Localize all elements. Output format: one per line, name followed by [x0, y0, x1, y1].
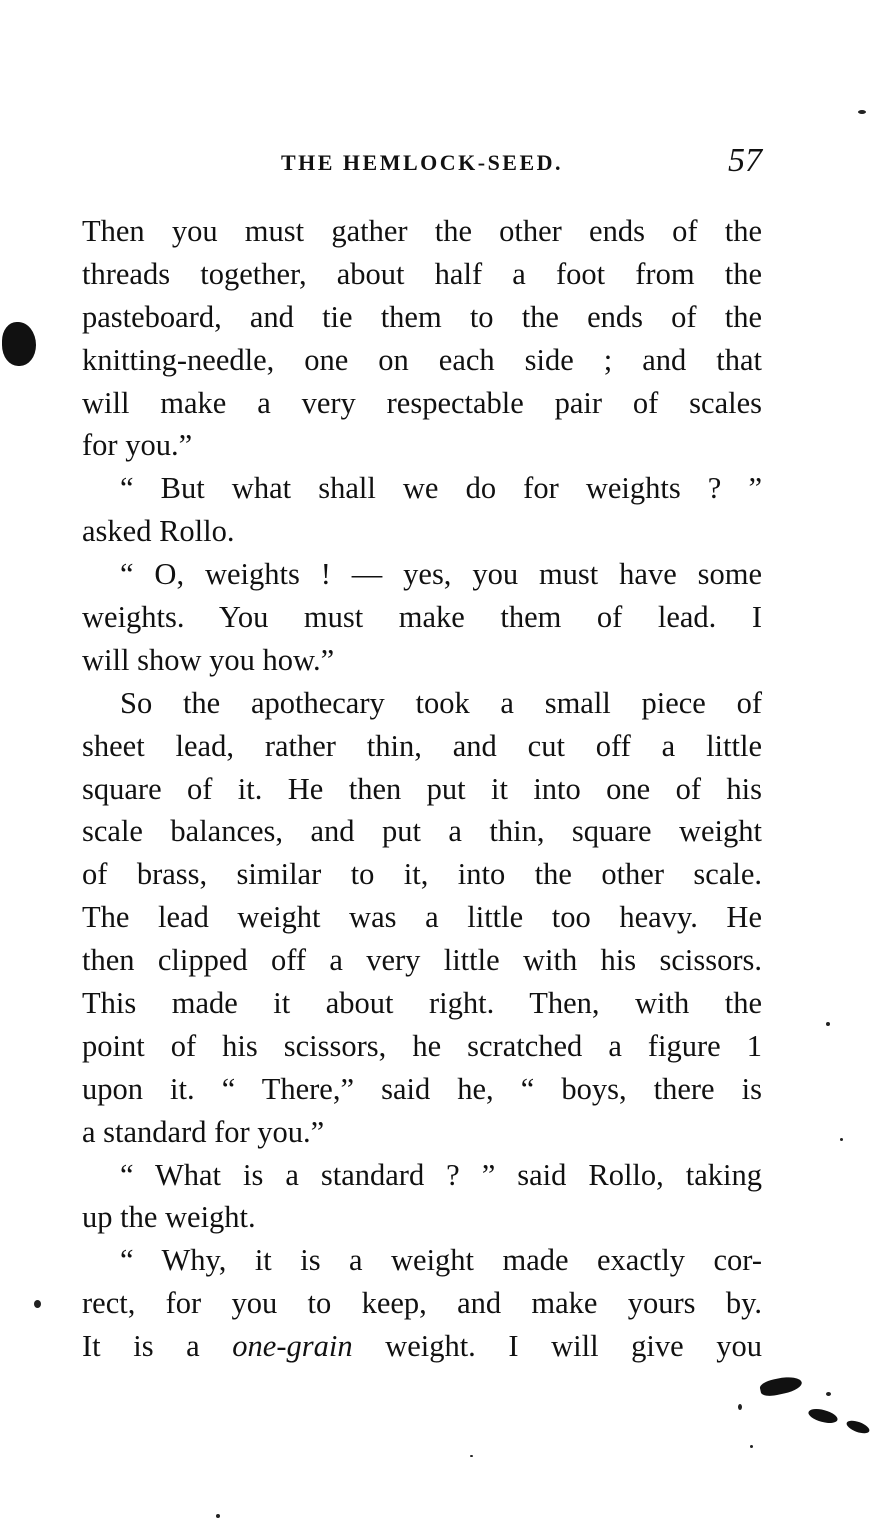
ink-speck — [34, 1300, 41, 1308]
text-line: for you.” — [82, 428, 193, 463]
text-line: upon it. “ There,” said he, “ boys, there is — [82, 1071, 762, 1106]
ink-speck — [858, 110, 866, 114]
text-line: sheet lead, rather thin, and cut off a little — [82, 728, 762, 763]
ink-speck — [826, 1392, 831, 1396]
text-line: This made it about right. Then, with the — [82, 986, 762, 1021]
text-line: “ But what shall we do for weights ? ” — [120, 471, 762, 506]
ink-blot-left — [2, 322, 36, 366]
text-line: of brass, similar to it, into the other scale. — [82, 857, 762, 892]
ink-speck — [750, 1445, 753, 1448]
running-title: THE HEMLOCK-SEED. — [280, 150, 564, 175]
ink-speck — [826, 1022, 830, 1026]
text-line: So the apothecary took a small piece of — [120, 685, 762, 720]
ink-speck — [738, 1404, 742, 1410]
ink-blot-corner — [807, 1406, 839, 1425]
text-line: point of his scissors, he scratched a figure 1 — [82, 1028, 762, 1063]
text-line: square of it. He then put it into one of his — [82, 771, 762, 806]
text-line: a standard for you.” — [82, 1114, 325, 1149]
running-head — [82, 140, 762, 184]
ink-speck — [470, 1455, 473, 1457]
ink-blot-corner — [759, 1374, 803, 1398]
text-line — [82, 1325, 762, 1368]
text-line: “ What is a standard ? ” said Rollo, taking — [120, 1157, 762, 1192]
text-segment: weight. I will give you — [385, 1329, 763, 1364]
text-line: will show you how.” — [82, 642, 335, 677]
ink-blot-corner — [845, 1418, 871, 1436]
text-line: weights. You must make them of lead. I — [82, 600, 762, 635]
text-line: Then you must gather the other ends of the — [82, 214, 762, 248]
page-number: 57 — [728, 142, 762, 179]
text-line: asked Rollo. — [82, 514, 235, 549]
text-line: rect, for you to keep, and make yours by. — [82, 1286, 762, 1321]
text-line: pasteboard, and tie them to the ends of the — [82, 299, 762, 334]
text-line: will make a very respectable pair of scales — [82, 385, 762, 420]
text-line: “ O, weights ! — yes, you must have some — [120, 557, 762, 592]
ink-speck — [840, 1138, 843, 1141]
text-line: threads together, about half a foot from the — [82, 256, 762, 291]
text-line: The lead weight was a little too heavy. He — [82, 900, 762, 935]
text-line: knitting-needle, one on each side ; and that — [82, 342, 762, 377]
text-line: scale balances, and put a thin, square weight — [82, 814, 762, 849]
text-line: up the weight. — [82, 1200, 256, 1235]
italic-text: one-grain — [232, 1329, 353, 1364]
text-line: then clipped off a very little with his scissors. — [82, 943, 762, 978]
ink-speck — [216, 1514, 220, 1518]
text-line: “ Why, it is a weight made exactly cor- — [120, 1243, 762, 1278]
body-text — [82, 210, 762, 1368]
text-segment: It is a — [82, 1329, 200, 1364]
